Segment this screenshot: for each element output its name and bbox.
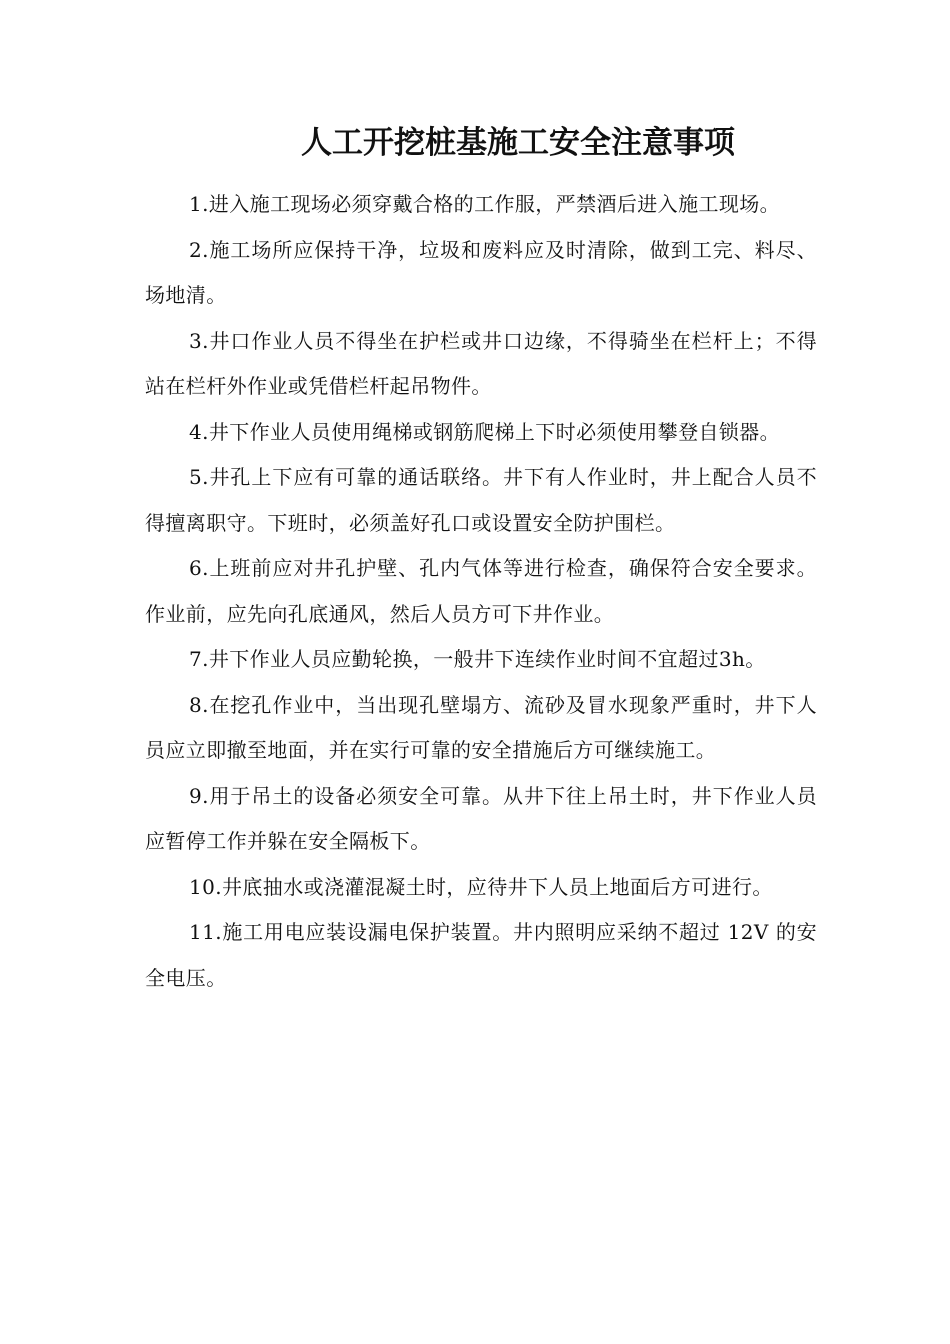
paragraph-10: 10.井底抽水或浇灌混凝土时，应待井下人员上地面后方可进行。	[189, 874, 773, 899]
paragraph-2: 2.施工场所应保持干净，垃圾和废料应及时清除，做到工完、料尽、场地清。	[145, 237, 817, 307]
paragraph-1: 1.进入施工现场必须穿戴合格的工作服，严禁酒后进入施工现场。	[189, 192, 781, 216]
document-title: 人工开挖桩基施工安全注意事项	[301, 125, 735, 161]
paragraph-3: 3.井口作业人员不得坐在护栏或井口边缘，不得骑坐在栏杆上；不得站在栏杆外作业或凭借栏杆起吊物件。	[145, 328, 817, 398]
paragraph-9: 9.用于吊土的设备必须安全可靠。从井下往上吊土时，井下作业人员应暂停工作并躲在安全隔板下。	[145, 783, 817, 853]
paragraph-8: 8.在挖孔作业中，当出现孔壁塌方、流砂及冒水现象严重时，井下人员应立即撤至地面，并在实行可靠的安全措施后方可继续施工。	[145, 692, 817, 762]
paragraph-11: 11.施工用电应装设漏电保护装置。井内照明应采纳不超过 12V 的安全电压。	[145, 920, 817, 990]
paragraph-4: 4.井下作业人员使用绳梯或钢筋爬梯上下时必须使用攀登自锁器。	[189, 419, 781, 444]
paragraph-5: 5.井孔上下应有可靠的通话联络。井下有人作业时，井上配合人员不得擅离职守。下班时，必须盖好孔口或设置安全防护围栏。	[145, 465, 817, 535]
document-body	[145, 182, 817, 1001]
paragraph-6: 6.上班前应对井孔护壁、孔内气体等进行检查，确保符合安全要求。作业前，应先向孔底通风，然后人员方可下井作业。	[145, 556, 817, 626]
paragraph-7: 7.井下作业人员应勤轮换，一般井下连续作业时间不宜超过3h。	[189, 647, 766, 671]
